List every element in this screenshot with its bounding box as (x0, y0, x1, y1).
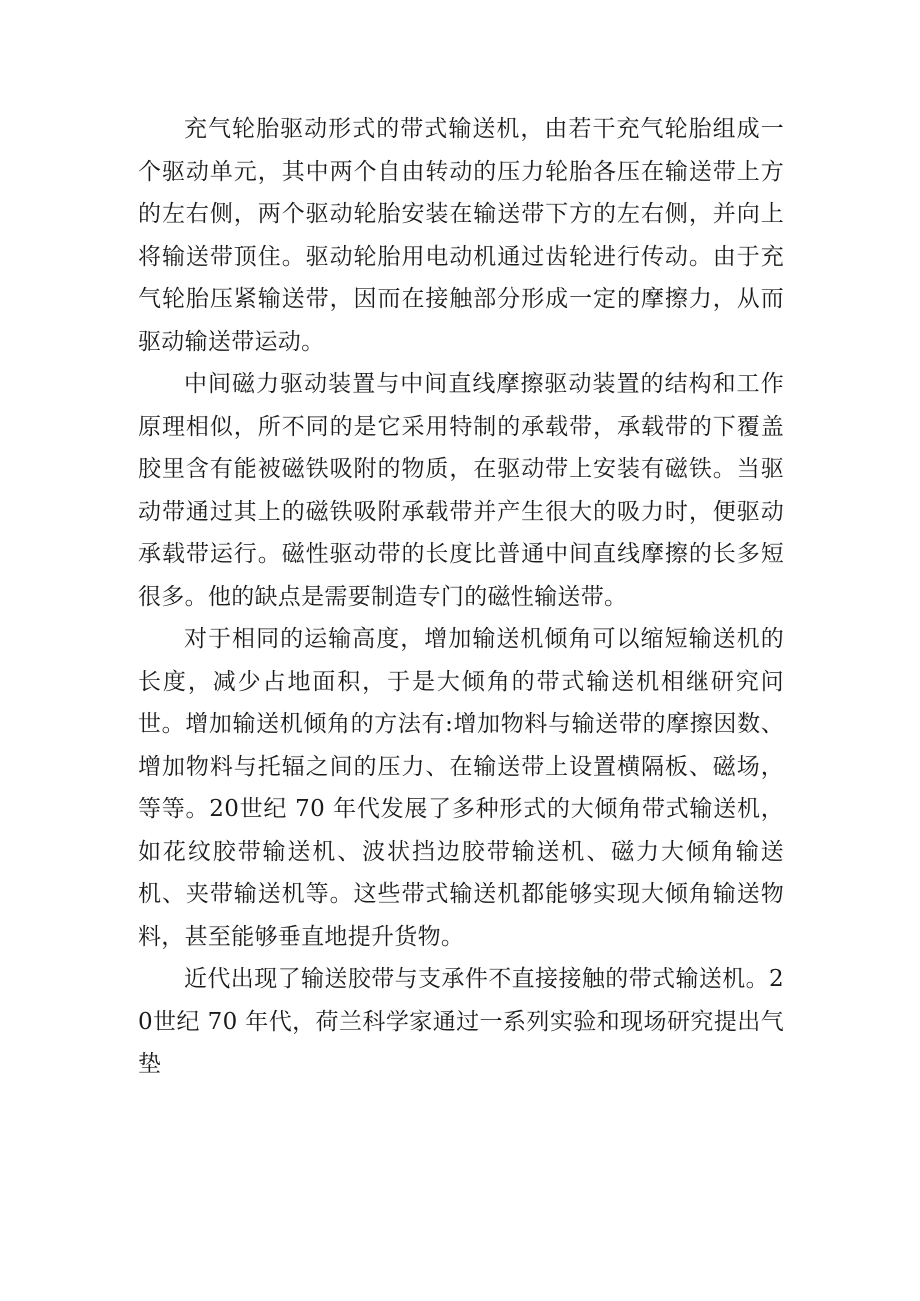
paragraph-2: 中间磁力驱动装置与中间直线摩擦驱动装置的结构和工作原理相似，所不同的是它采用特制的承载带，承载带的下覆盖胶里含有能被磁铁吸附的物质，在驱动带上安装有磁铁。当驱动带通过其上的磁铁吸附承载带并产生很大的吸力时，便驱动承载带运行。磁性驱动带的长度比普通中间直线摩擦的长多短很多。他的缺点是需要制造专门的磁性输送带。 (138, 371, 784, 610)
document-body (138, 108, 784, 1086)
paragraph-1: 充气轮胎驱动形式的带式输送机，由若干充气轮胎组成一个驱动单元，其中两个自由转动的压力轮胎各压在输送带上方的左右侧，两个驱动轮胎安装在输送带下方的左右侧，并向上将输送带顶住。驱动轮胎用电动机通过齿轮进行传动。由于充气轮胎压紧输送带，因而在接触部分形成一定的摩擦力，从而驱动输送带运动。 (138, 116, 784, 355)
paragraph-4: 近代出现了输送胶带与支承件不直接接触的带式输送机。20世纪 70 年代，荷兰科学家通过一系列实验和现场研究提出气垫 (138, 966, 784, 1077)
paragraph-3: 对于相同的运输高度，增加输送机倾角可以缩短输送机的长度，减少占地面积，于是大倾角的带式输送机相继研究问世。增加输送机倾角的方法有:增加物料与输送带的摩擦因数、增加物料与托辐之间的压力、在输送带上设置横隔板、磁场，等等。20世纪 70 年代发展了多种形式的大倾角带式输送机，如花纹胶带输送机、波状挡边胶带输送机、磁力大倾角输送机、夹带输送机等。这些带式输送机都能够实现大倾角输送物料，甚至能够垂直地提升货物。 (138, 626, 784, 950)
